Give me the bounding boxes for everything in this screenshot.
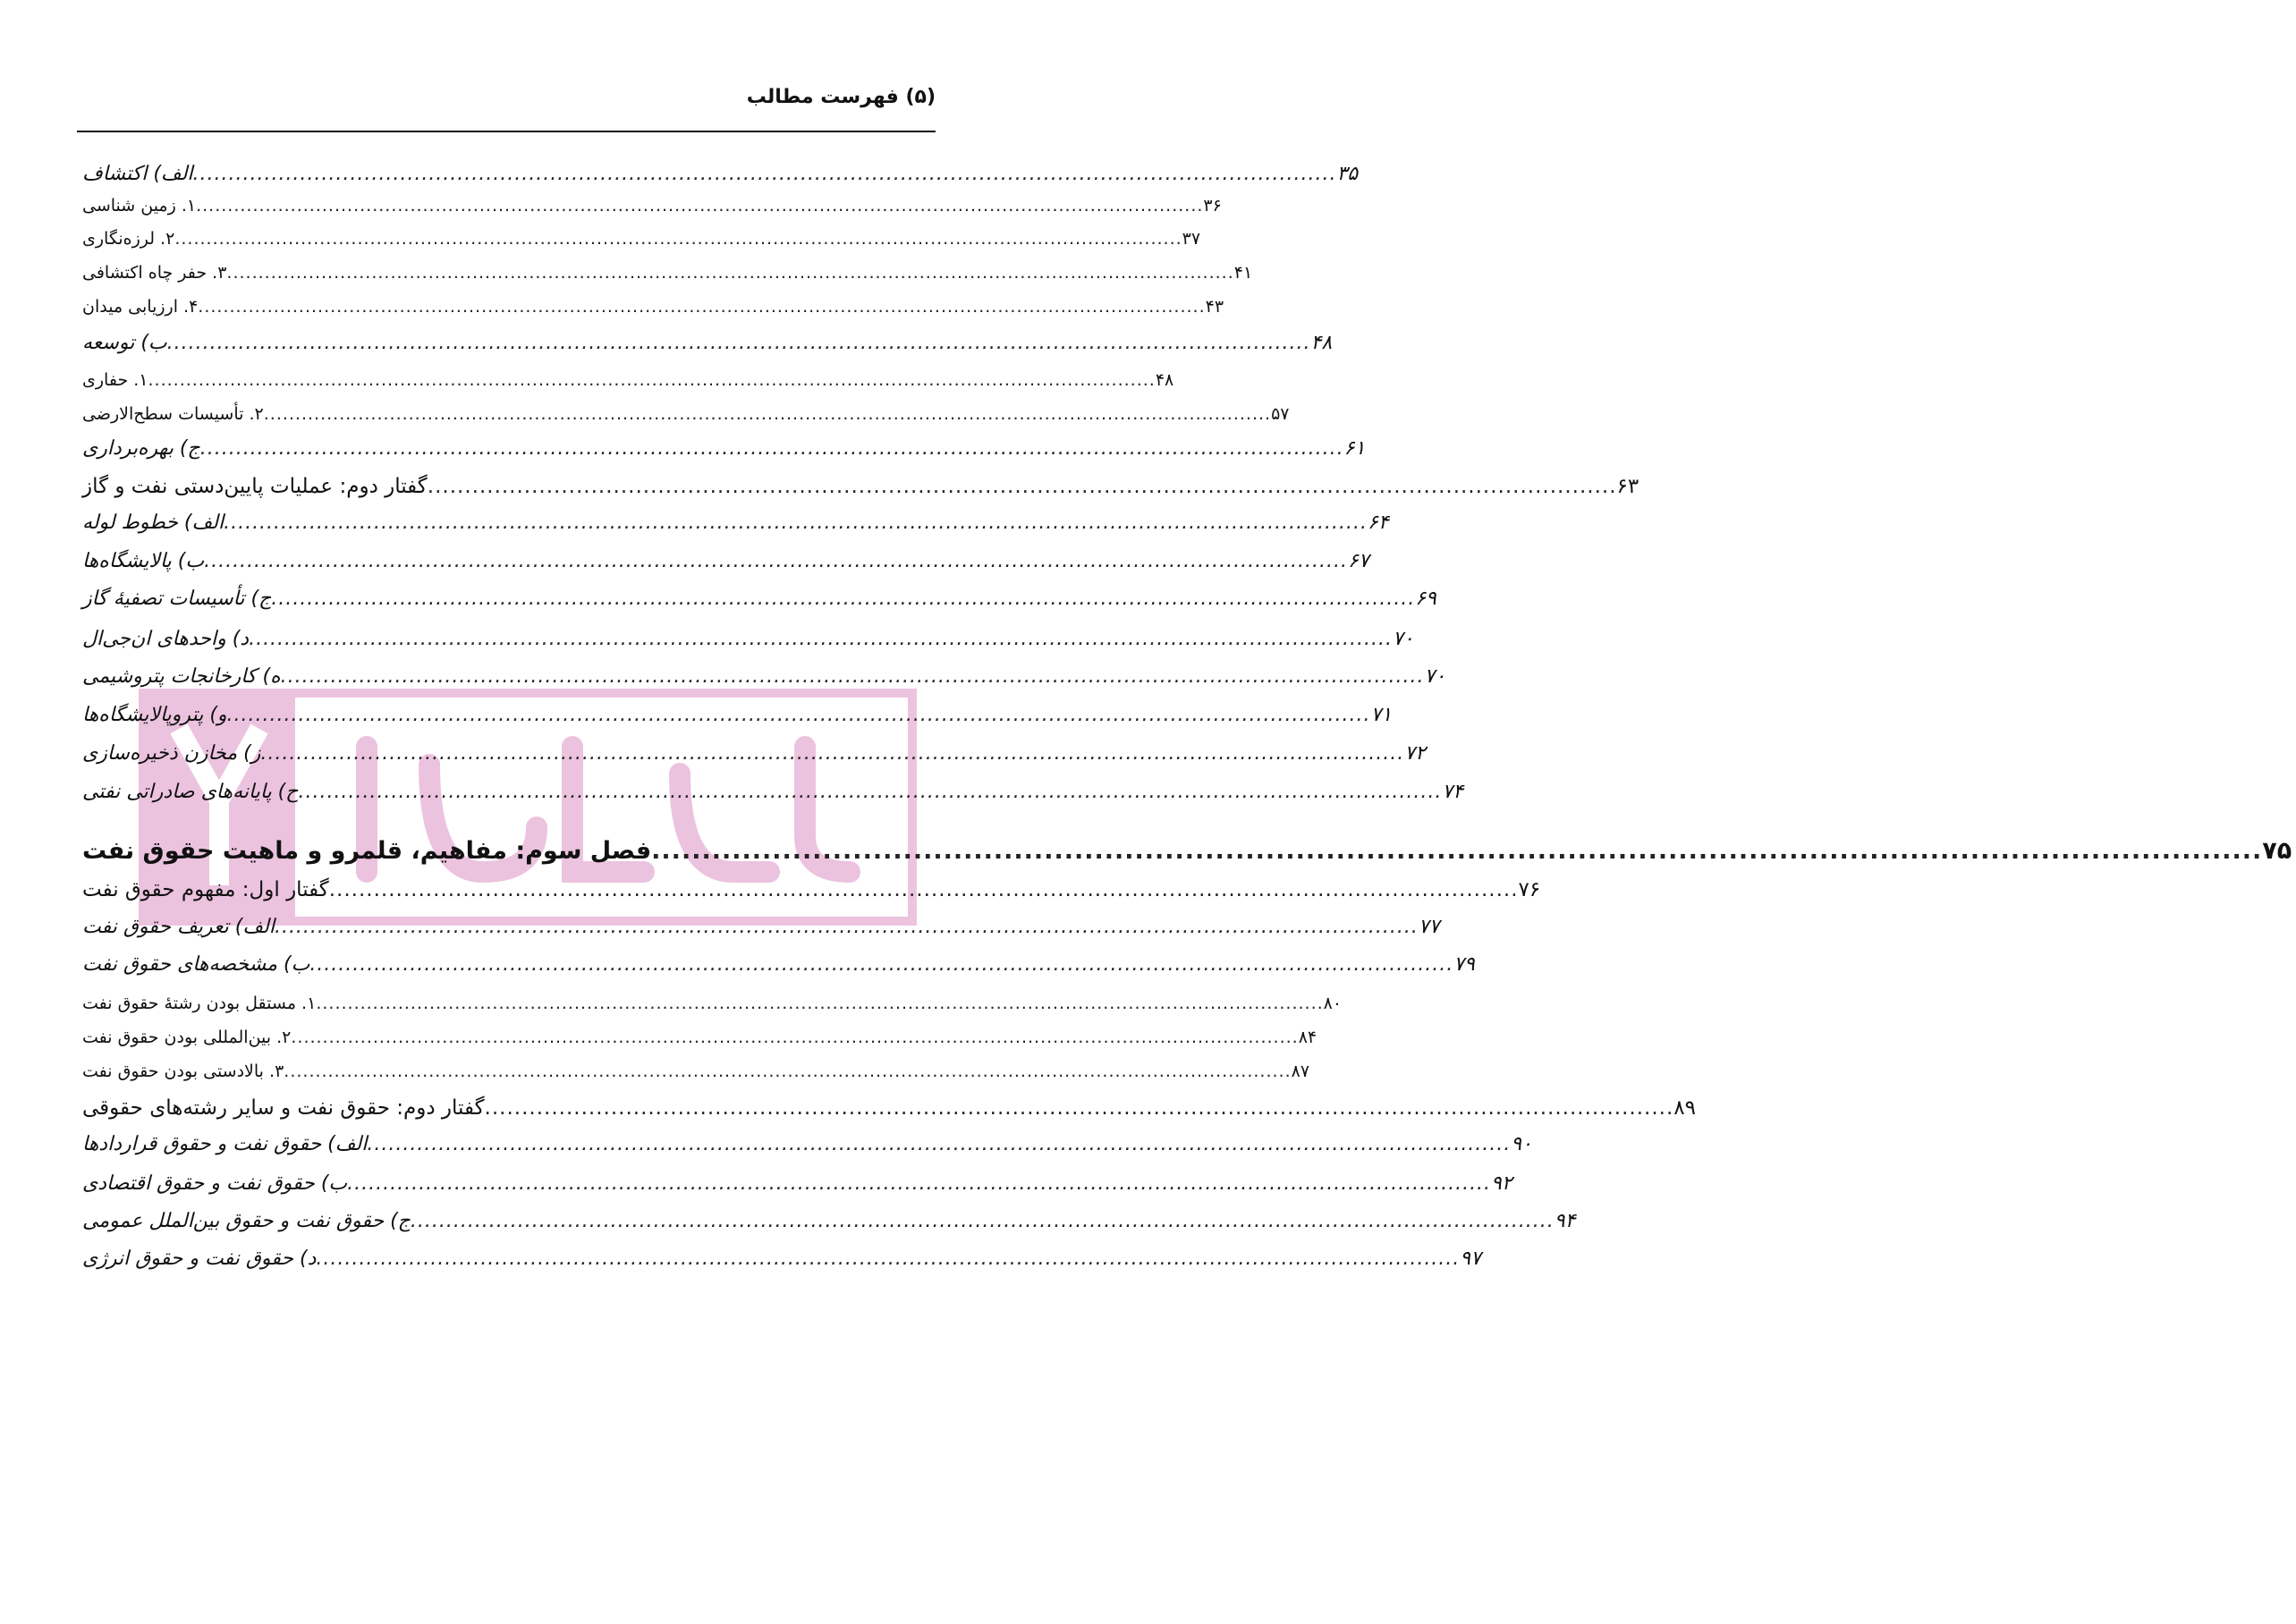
- toc-entry[interactable]: [79, 1248, 1481, 1270]
- dot-leader: ................................................................................................................................................................: [347, 1172, 1492, 1195]
- toc-entry[interactable]: [79, 628, 1414, 650]
- dot-leader: ................................................................................................................................................................: [226, 704, 1371, 726]
- toc-entry-title: ۲. لرزه‌نگاری: [82, 229, 175, 249]
- toc-entry-page-number: ۶۱: [1343, 437, 1366, 460]
- dot-leader: ................................................................................................................................................................: [263, 404, 1272, 424]
- toc-entry-page-number: ۷۵: [2262, 837, 2292, 865]
- toc-entry[interactable]: [79, 403, 1290, 424]
- header-title: (۵) فهرست مطالب: [746, 86, 936, 108]
- dot-leader: ................................................................................................................................................................: [166, 332, 1311, 354]
- dot-leader: ................................................................................................................................................................: [224, 512, 1368, 534]
- dot-leader: ................................................................................................................................................................: [226, 263, 1234, 283]
- toc-entry[interactable]: [79, 550, 1369, 572]
- toc-entry[interactable]: [79, 228, 1201, 249]
- toc-entry[interactable]: [79, 1210, 1576, 1232]
- toc-entry-page-number: ۶۷: [1348, 550, 1369, 572]
- dot-leader: ................................................................................................................................................................: [309, 953, 1454, 976]
- toc-entry[interactable]: [79, 953, 1475, 976]
- toc-entry[interactable]: [79, 916, 1440, 938]
- dot-leader: ................................................................................................................................................................: [427, 475, 1617, 498]
- dot-leader: ................................................................................................................................................................: [280, 665, 1425, 688]
- toc-entry-page-number: ۸۴: [1298, 1028, 1317, 1047]
- toc-entry-title: ۲. تأسیسات سطح‌الارضی: [82, 404, 264, 424]
- toc-entry-title: ج) تأسیسات تصفیهٔ گاز: [82, 588, 272, 610]
- dot-leader: ................................................................................................................................................................: [298, 781, 1443, 803]
- dot-leader: ................................................................................................................................................................: [367, 1133, 1512, 1155]
- toc-entry-page-number: ۷۲: [1404, 742, 1426, 765]
- toc-entry[interactable]: [79, 195, 1222, 216]
- toc-entry-title: الف) حقوق نفت و حقوق قراردادها: [82, 1133, 368, 1155]
- toc-entry-page-number: ۸۷: [1291, 1062, 1310, 1081]
- toc-entry-title: د) حقوق نفت و حقوق انرژی: [82, 1248, 317, 1270]
- toc-entry[interactable]: [79, 369, 1174, 390]
- toc-entry-title: ۲. بین‌المللی بودن حقوق نفت: [82, 1028, 292, 1047]
- toc-entry-title: گفتار اول: مفهوم حقوق نفت: [82, 878, 329, 901]
- dot-leader: ................................................................................................................................................................: [148, 370, 1156, 390]
- toc-entry-title: ج) حقوق نفت و حقوق بین‌الملل عمومی: [82, 1210, 411, 1232]
- toc-entry[interactable]: [79, 1172, 1512, 1195]
- toc-entry[interactable]: [79, 163, 1359, 185]
- dot-leader: ................................................................................................................................................................: [196, 196, 1204, 216]
- toc-entry[interactable]: [79, 262, 1253, 283]
- toc-entry[interactable]: [79, 836, 2292, 865]
- toc-entry-title: ب) حقوق نفت و حقوق اقتصادی: [82, 1172, 348, 1195]
- dot-leader: ................................................................................................................................................................: [316, 1248, 1461, 1270]
- dot-leader: ................................................................................................................................................................: [204, 550, 1348, 572]
- dot-leader: ................................................................................................................................................................: [484, 1096, 1674, 1120]
- toc-entry[interactable]: [79, 742, 1426, 765]
- toc-entry-title: الف) اکتشاف: [82, 163, 193, 185]
- toc-entry[interactable]: [79, 296, 1224, 317]
- toc-entry[interactable]: [79, 588, 1436, 610]
- dot-leader: ................................................................................................................................................................: [174, 229, 1182, 249]
- dot-leader: ................................................................................................................................................................: [284, 1062, 1292, 1081]
- dot-leader: ................................................................................................................................................................: [271, 588, 1416, 610]
- toc-entry-page-number: ۹۴: [1554, 1210, 1576, 1232]
- toc-entry-page-number: ۹۰: [1511, 1133, 1532, 1155]
- dot-leader: ................................................................................................................................................................: [410, 1210, 1555, 1232]
- toc-entry-page-number: ۴۱: [1233, 263, 1253, 283]
- toc-entry[interactable]: [79, 781, 1464, 803]
- toc-entry[interactable]: [79, 1027, 1317, 1047]
- toc-entry-page-number: ۹۲: [1491, 1172, 1512, 1195]
- toc-entry-title: و) پتروپالایشگاه‌ها: [82, 704, 227, 726]
- toc-entry-title: ج) بهره‌برداری: [82, 437, 200, 460]
- dot-leader: ................................................................................................................................................................: [249, 628, 1393, 650]
- dot-leader: ................................................................................................................................................................: [199, 437, 1344, 460]
- dot-leader: ................................................................................................................................................................: [328, 878, 1519, 901]
- toc-entry-title: ه) کارخانجات پتروشیمی: [82, 665, 281, 688]
- toc-entry-title: ۱. زمین شناسی: [82, 196, 197, 216]
- toc-entry-title: ب) پالایشگاه‌ها: [82, 550, 205, 572]
- toc-entry-page-number: ۳۵: [1336, 163, 1359, 185]
- toc-entry-page-number: ۷۰: [1424, 665, 1446, 688]
- toc-entry-title: گفتار دوم: حقوق نفت و سایر رشته‌های حقوقی: [82, 1096, 485, 1120]
- toc-entry-page-number: ۴۸: [1155, 370, 1174, 390]
- toc-entry-page-number: ۸۰: [1323, 994, 1343, 1013]
- toc-entry[interactable]: [79, 993, 1343, 1013]
- toc-entry[interactable]: [79, 1061, 1310, 1081]
- toc-entry-page-number: ۶۴: [1368, 512, 1389, 534]
- toc-entry-title: ۱. حفاری: [82, 370, 148, 390]
- toc-entry[interactable]: [79, 1133, 1532, 1155]
- toc-entry-page-number: ۶۹: [1415, 588, 1436, 610]
- toc-entry-page-number: ۶۳: [1616, 475, 1639, 498]
- toc-entry[interactable]: [79, 877, 1541, 901]
- toc-entry-title: ز) مخازن ذخیره‌سازی: [82, 742, 261, 765]
- toc-entry-title: د) واحدهای ان‌جی‌ال: [82, 628, 250, 650]
- toc-entry[interactable]: [79, 665, 1446, 688]
- dot-leader: ................................................................................................................................................................: [260, 742, 1405, 765]
- toc-entry-title: ب) مشخصه‌های حقوق نفت: [82, 953, 310, 976]
- toc-entry-page-number: ۸۹: [1673, 1096, 1697, 1120]
- toc-entry-title: ۳. بالادستی بودن حقوق نفت: [82, 1062, 284, 1081]
- toc-entry-title: ۳. حفر چاه اکتشافی: [82, 263, 227, 283]
- toc-entry-page-number: ۵۷: [1271, 404, 1290, 424]
- toc-entry-page-number: ۷۰: [1392, 628, 1414, 650]
- toc-entry[interactable]: [79, 474, 1639, 498]
- toc-entry-title: گفتار دوم: عملیات پایین‌دستی نفت و گاز: [82, 475, 428, 498]
- toc-entry-page-number: ۷۹: [1453, 953, 1475, 976]
- dot-leader: ................................................................................................................................................................: [198, 297, 1206, 317]
- toc-entry[interactable]: [79, 704, 1393, 726]
- toc-entry-page-number: ۷۷: [1418, 916, 1440, 938]
- toc-entry-title: ب) توسعه: [82, 332, 167, 354]
- dot-leader: ................................................................................................................................................................: [274, 916, 1419, 938]
- toc-entry-title: ح) پایانه‌های صادراتی نفتی: [82, 781, 299, 803]
- toc-entry-page-number: ۳۷: [1182, 229, 1201, 249]
- toc-entry-title: ۴. ارزیابی میدان: [82, 297, 199, 317]
- toc-entry-title: فصل سوم: مفاهیم، قلمرو و ماهیت حقوق نفت: [82, 837, 652, 865]
- toc-entry-page-number: ۷۱: [1370, 704, 1393, 726]
- toc-entry[interactable]: [79, 437, 1366, 460]
- toc-entry-title: الف) تعریف حقوق نفت: [82, 916, 275, 938]
- toc-entry-page-number: ۹۷: [1460, 1248, 1481, 1270]
- toc-entry[interactable]: [79, 512, 1389, 534]
- toc-entry-page-number: ۴۳: [1205, 297, 1224, 317]
- toc-entry-page-number: ۳۶: [1203, 196, 1222, 216]
- toc-entry-page-number: ۴۸: [1310, 332, 1333, 354]
- toc-entry[interactable]: [79, 332, 1333, 354]
- toc-entry-page-number: ۷۶: [1518, 878, 1541, 901]
- dot-leader: ................................................................................................................................................................: [651, 837, 2263, 865]
- dot-leader: ................................................................................................................................................................: [291, 1028, 1299, 1047]
- toc-entry-page-number: ۷۴: [1442, 781, 1464, 803]
- toc-entry[interactable]: [79, 1095, 1697, 1120]
- toc-entry-title: الف) خطوط لوله: [82, 512, 225, 534]
- toc-entry-title: ۱. مستقل بودن رشتهٔ حقوق نفت: [82, 994, 317, 1013]
- dot-leader: ................................................................................................................................................................: [192, 163, 1337, 185]
- dot-leader: ................................................................................................................................................................: [316, 994, 1324, 1013]
